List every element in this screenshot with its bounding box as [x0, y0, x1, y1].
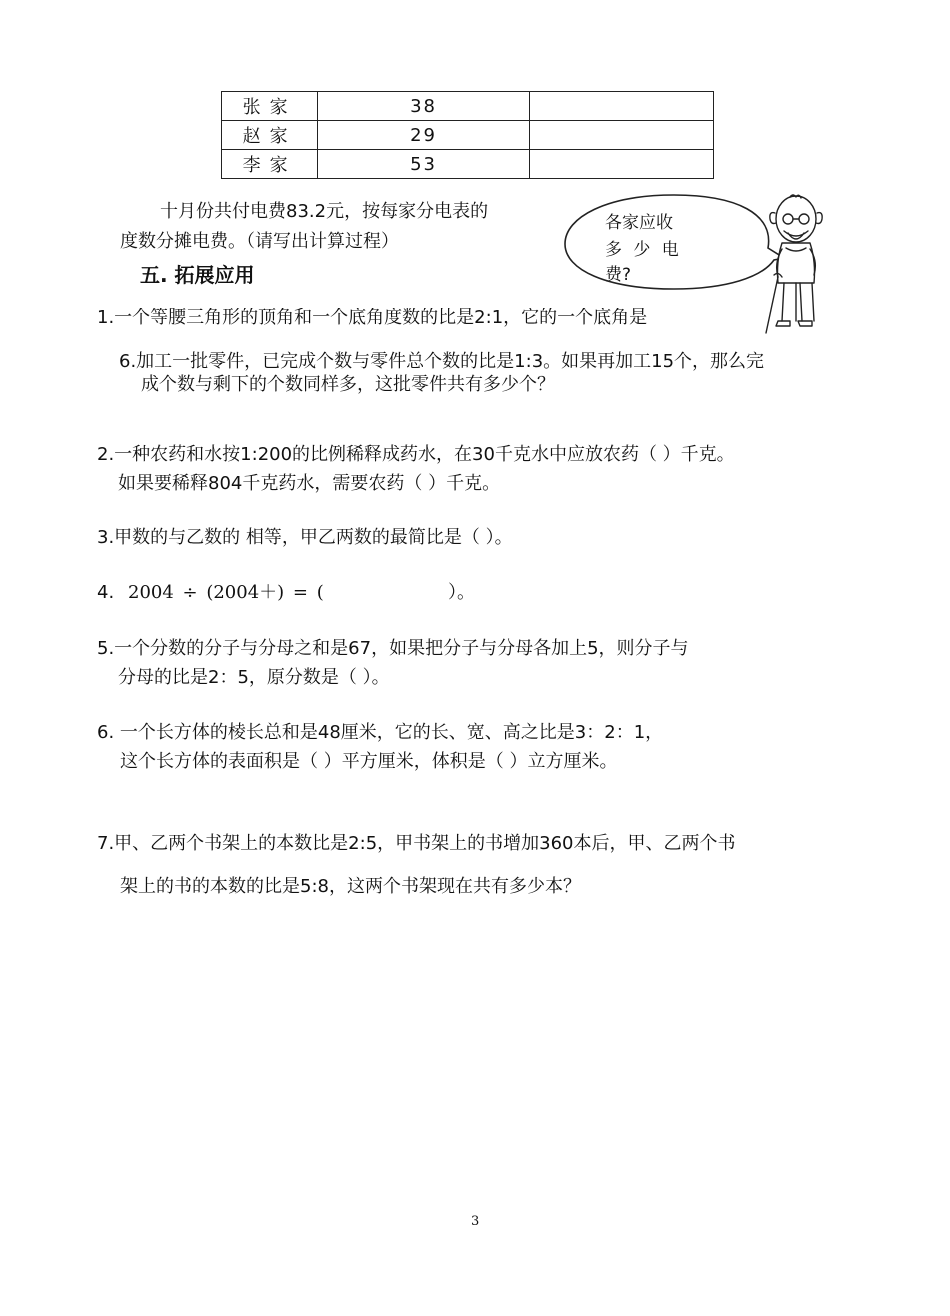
fee-blank	[529, 92, 713, 121]
question-4-number: 4.	[97, 582, 115, 603]
section-heading: 五. 拓展应用	[140, 263, 255, 287]
question-6a-line2: 成个数与剩下的个数同样多，这批零件共有多少个？	[141, 374, 555, 395]
old-man-illustration	[760, 193, 832, 338]
question-4-expression: 2004 ÷ (2004＋) = (	[128, 582, 324, 603]
question-6b-line1: 6. 一个长方体的棱长总和是48厘米，它的长、宽、高之比是3：2：1，	[97, 722, 664, 743]
question-7-line2: 架上的书的本数的比是5:8，这两个书架现在共有多少本？	[120, 876, 581, 897]
bubble-line3: 费?	[605, 265, 632, 285]
question-6a-line1: 6.加工一批零件，已完成个数与零件总个数的比是1:3。如果再加工15个，那么完	[119, 351, 765, 372]
table-row	[222, 121, 714, 150]
meter-reading: 38	[318, 92, 529, 121]
bubble-line2: 多 少 电	[605, 240, 679, 260]
fee-blank	[529, 150, 713, 179]
page-number: 3	[471, 1214, 480, 1229]
problem-intro-line1: 十月份共付电费83.2元，按每家分电表的	[160, 201, 489, 222]
household-name: 李家	[222, 150, 318, 179]
question-7-line1: 7.甲、乙两个书架上的本数比是2:5，甲书架上的书增加360本后，甲、乙两个书	[97, 833, 736, 854]
fee-blank	[529, 121, 713, 150]
household-name: 赵家	[222, 121, 318, 150]
question-5-line1: 5.一个分数的分子与分母之和是67，如果把分子与分母各加上5，则分子与	[97, 638, 689, 659]
question-4-end: ）。	[448, 582, 475, 603]
meter-reading: 29	[318, 121, 529, 150]
table-row	[222, 150, 714, 179]
household-name: 张家	[222, 92, 318, 121]
question-5-line2: 分母的比是2：5，原分数是（ ）。	[118, 667, 390, 688]
table-row	[222, 92, 714, 121]
bubble-line1: 各家应收	[605, 213, 673, 233]
question-2-line1: 2.一种农药和水按1:200的比例稀释成药水，在30千克水中应放农药（ ）千克。	[97, 444, 735, 465]
question-3: 3.甲数的与乙数的 相等，甲乙两数的最简比是（ ）。	[97, 527, 513, 548]
question-2-line2: 如果要稀释804千克药水，需要农药（ ）千克。	[118, 473, 501, 494]
electricity-table	[221, 91, 714, 179]
meter-reading: 53	[318, 150, 529, 179]
problem-intro-line2: 度数分摊电费。（请写出计算过程）	[120, 231, 399, 252]
question-6b-line2: 这个长方体的表面积是（ ）平方厘米，体积是（ ）立方厘米。	[120, 751, 618, 772]
question-1: 1.一个等腰三角形的顶角和一个底角度数的比是2:1，它的一个底角是	[97, 308, 648, 328]
